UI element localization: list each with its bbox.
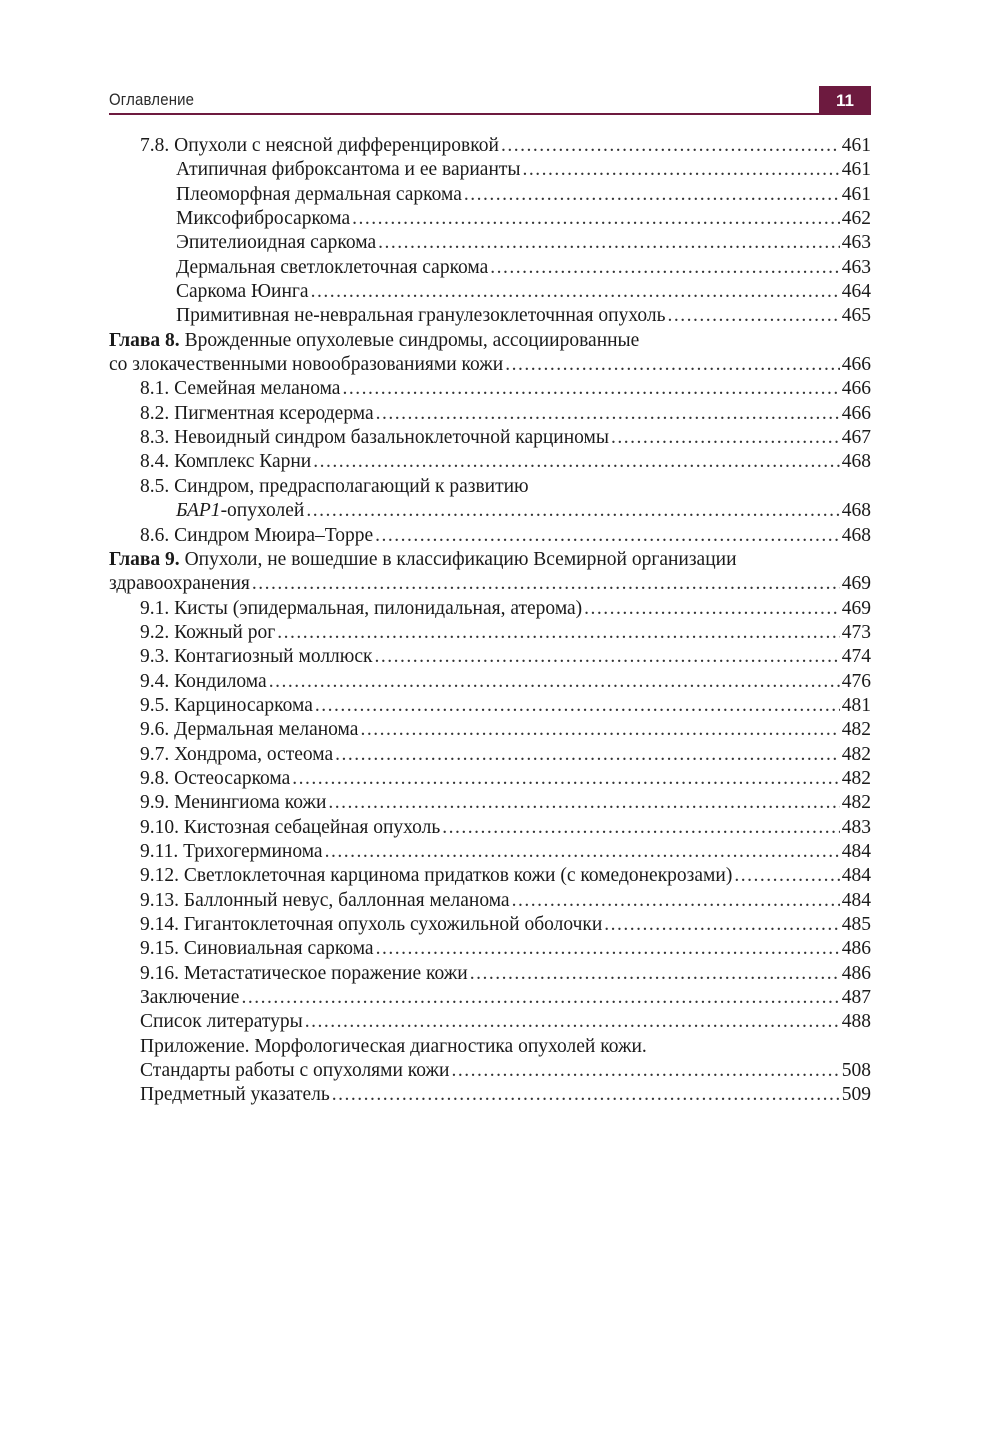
dot-leader [584, 597, 840, 621]
dot-leader [378, 231, 840, 255]
toc-entry[interactable]: Атипичная фиброксантома и ее варианты ..... 461 [109, 158, 871, 182]
toc-entry[interactable]: 9.6. Дермальная меланома ..... 482 [109, 718, 871, 742]
toc-entry[interactable]: 8.2. Пигментная ксеродерма ..... 466 [109, 402, 871, 426]
toc-entry[interactable]: 8.6. Синдром Мюира–Торре ..... 468 [109, 524, 871, 548]
dot-leader [360, 718, 839, 742]
toc-entry[interactable]: 8.4. Комплекс Карни ..... 468 [109, 450, 871, 474]
toc-page: 461 [841, 135, 871, 156]
dot-leader [315, 694, 840, 718]
toc-entry[interactable]: 9.15. Синовиальная саркома ..... 486 [109, 937, 871, 961]
toc-page: 484 [841, 889, 871, 911]
dot-leader [332, 1083, 840, 1107]
toc-page: 508 [841, 1060, 871, 1082]
toc-page: 487 [841, 987, 871, 1009]
toc-entry[interactable]: 9.13. Баллонный невус, баллонная меланома ..... 484 [109, 889, 871, 913]
toc-page: 474 [841, 646, 871, 668]
toc-entry[interactable]: Приложение. Морфологическая диагностика опухолей кожи. [140, 1035, 647, 1057]
toc-entry[interactable]: 8.3. Невоидный синдром базальноклеточной карциномы ..... 467 [109, 426, 871, 450]
dot-leader [464, 183, 840, 207]
dot-leader [512, 889, 840, 913]
toc-entry[interactable]: 9.11. Трихогерминома ..... 484 [109, 840, 871, 864]
running-header-title: Оглавление [109, 90, 195, 109]
dot-leader [375, 524, 840, 548]
dot-leader [241, 986, 839, 1010]
toc-page: 468 [841, 500, 871, 522]
toc-page: 469 [841, 573, 871, 595]
toc-page: 463 [841, 232, 871, 254]
dot-leader [442, 816, 839, 840]
toc-entry[interactable]: Предметный указатель ..... 509 [109, 1083, 871, 1107]
dot-leader [501, 134, 840, 158]
dot-leader [490, 256, 839, 280]
toc-entry[interactable]: Эпителиоидная саркома ..... 463 [109, 231, 871, 255]
toc-page: 466 [841, 354, 871, 376]
toc-page: 476 [841, 670, 871, 692]
toc-page: 468 [841, 451, 871, 473]
toc-page: 465 [841, 305, 871, 327]
toc-page: 473 [841, 621, 871, 643]
toc-page: 464 [841, 281, 871, 303]
toc-entry[interactable]: 7.8. Опухоли с неясной дифференцировкой ..... 461 [109, 134, 871, 158]
toc-entry[interactable]: Дермальная светлоклеточная саркома ..... 463 [109, 256, 871, 280]
toc-entry[interactable]: 9.9. Менингиома кожи ..... 482 [109, 791, 871, 815]
toc-page: 461 [841, 159, 871, 181]
toc-entry[interactable]: Заключение ..... 487 [109, 986, 871, 1010]
toc-page: 463 [841, 256, 871, 278]
toc-page: 482 [841, 792, 871, 814]
header-divider [109, 113, 871, 115]
toc-entry-continued[interactable]: Стандарты работы с опухолями кожи ..... 508 [109, 1059, 871, 1083]
toc-entry[interactable]: 9.7. Хондрома, остеома ..... 482 [109, 743, 871, 767]
toc-entry[interactable]: 9.1. Кисты (эпидермальная, пилонидальная, атерома) ..... 469 [109, 597, 871, 621]
toc-page: 488 [841, 1011, 871, 1033]
dot-leader [313, 450, 840, 474]
dot-leader [667, 304, 839, 328]
chapter-heading[interactable]: Глава 8. Врожденные опухолевые синдромы, ассоциированные [109, 329, 640, 351]
page-number-badge: 11 [819, 86, 871, 115]
toc-page: 481 [841, 694, 871, 716]
dot-leader [328, 791, 839, 815]
toc-page: 482 [841, 719, 871, 741]
dot-leader [470, 962, 840, 986]
toc-entry[interactable]: 8.5. Синдром, предрасполагающий к развитию [140, 475, 529, 497]
toc-entry[interactable]: 9.16. Метастатическое поражение кожи ..... 486 [109, 962, 871, 986]
dot-leader [335, 743, 840, 767]
chapter-label: Глава 9. [109, 548, 180, 570]
toc-entry[interactable]: 9.10. Кистозная себацейная опухоль ..... 483 [109, 816, 871, 840]
toc-page: 461 [841, 183, 871, 205]
toc-page: 466 [841, 378, 871, 400]
dot-leader [611, 426, 840, 450]
toc-page: 486 [841, 938, 871, 960]
toc-page: 482 [841, 767, 871, 789]
toc-page: 484 [841, 865, 871, 887]
dot-leader [376, 402, 840, 426]
toc-entry[interactable]: Саркома Юинга ..... 464 [109, 280, 871, 304]
dot-leader [305, 1010, 840, 1034]
toc-entry[interactable]: 9.8. Остеосаркома ..... 482 [109, 767, 871, 791]
dot-leader [306, 499, 839, 523]
toc-entry[interactable]: Плеоморфная дермальная саркома ..... 461 [109, 183, 871, 207]
toc-entry[interactable]: 9.3. Контагиозный моллюск ..... 474 [109, 645, 871, 669]
toc-page: 485 [841, 914, 871, 935]
dot-leader [292, 767, 839, 791]
toc-entry[interactable]: 8.1. Семейная меланома ..... 466 [109, 377, 871, 401]
toc-entry[interactable]: 9.4. Кондилома ..... 476 [109, 670, 871, 694]
toc-entry[interactable]: Список литературы ..... 488 [109, 1010, 871, 1034]
running-header [109, 86, 871, 115]
toc-entry-continued[interactable]: БАР1-опухолей ..... 468 [109, 499, 871, 523]
dot-leader [523, 158, 840, 182]
toc-entry[interactable]: 9.14. Гигантоклеточная опухоль сухожильной оболочки ..... 485 [109, 913, 871, 937]
dot-leader [451, 1059, 839, 1083]
chapter-heading-continued[interactable]: со злокачественными новообразованиями кожи ..... 466 [109, 353, 871, 377]
dot-leader [311, 280, 840, 304]
dot-leader [376, 937, 840, 961]
dot-leader [352, 207, 840, 231]
gene-name: БАР1 [176, 500, 221, 522]
dot-leader [325, 840, 840, 864]
toc-page: 486 [841, 962, 871, 984]
dot-leader [342, 377, 839, 401]
chapter-label: Глава 8. [109, 329, 180, 351]
toc-page: 469 [841, 597, 871, 619]
toc-entry[interactable]: 9.2. Кожный рог ..... 473 [109, 621, 871, 645]
dot-leader [375, 645, 840, 669]
chapter-heading-continued[interactable]: здравоохранения ..... 469 [109, 572, 871, 596]
toc-page: 484 [841, 840, 871, 862]
toc-entry[interactable]: Миксофибросаркома ..... 462 [109, 207, 871, 231]
table-of-contents [109, 134, 871, 1108]
toc-entry[interactable]: 9.5. Карциносаркома ..... 481 [109, 694, 871, 718]
toc-entry[interactable]: 9.12. Светлоклеточная карцинома придатков кожи (с комедонекрозами) ..... 484 [109, 864, 871, 888]
dot-leader [505, 353, 840, 377]
toc-page: 483 [841, 816, 871, 838]
dot-leader [269, 670, 840, 694]
dot-leader [734, 864, 839, 888]
toc-page: 482 [841, 743, 871, 765]
dot-leader [604, 913, 839, 937]
toc-page: 462 [841, 208, 871, 230]
toc-page: 466 [841, 402, 871, 424]
toc-entry[interactable]: Примитивная не-невральная гранулезоклеточнная опухоль ..... 465 [109, 304, 871, 328]
toc-page: 467 [841, 427, 871, 449]
dot-leader [277, 621, 840, 645]
toc-page: 509 [841, 1084, 871, 1106]
toc-page: 468 [841, 524, 871, 546]
chapter-heading[interactable]: Глава 9. Опухоли, не вошедшие в классификацию Всемирной организации [109, 548, 737, 570]
dot-leader [252, 572, 840, 596]
